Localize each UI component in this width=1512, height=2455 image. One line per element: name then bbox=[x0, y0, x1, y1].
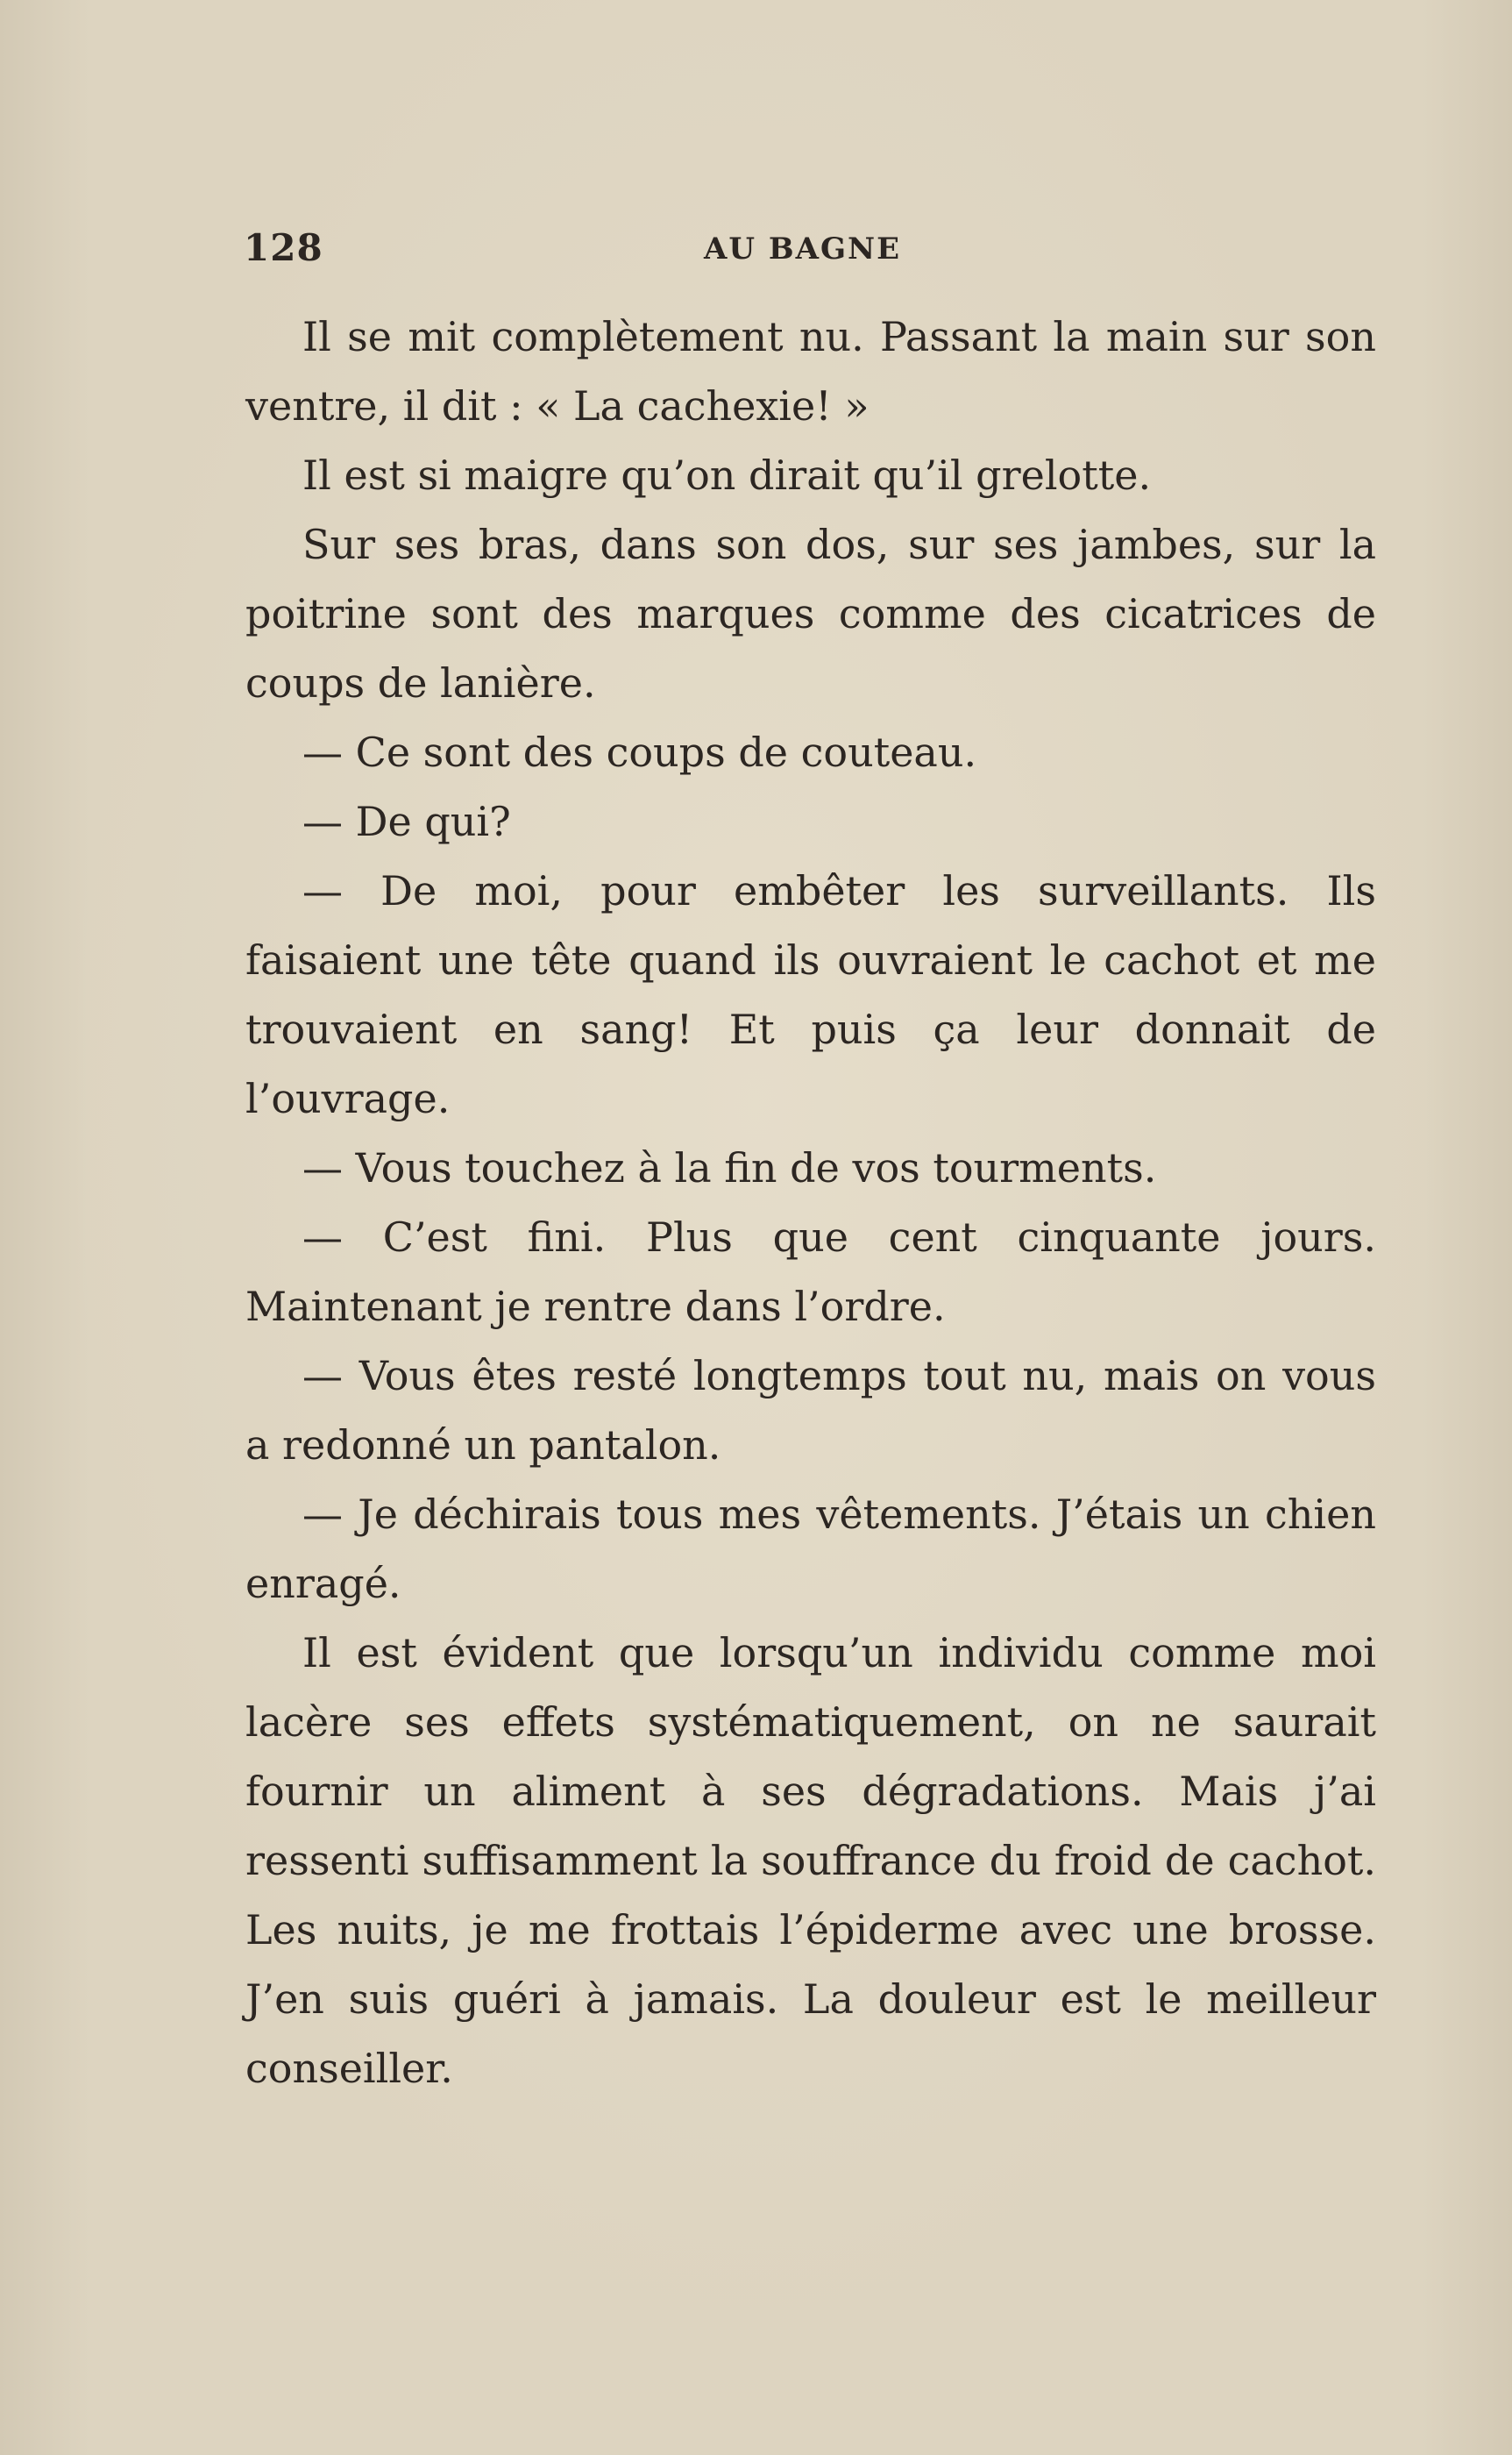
paragraph: Il se mit complètement nu. Passant la main sur son ventre, il dit : « La cachexie! » bbox=[245, 313, 1376, 430]
dialogue-line: — De moi, pour embêter les surveillants. Ils faisaient une tête quand ils ouvraient le cachot et me trouvaient en sang! Et puis ça leur donnait de l’ouvrage. bbox=[245, 867, 1376, 1122]
paragraph: Sur ses bras, dans son dos, sur ses jambes, sur la poitrine sont des marques comme des cicatrices de coups de lanière. bbox=[245, 521, 1376, 707]
dialogue-line: — Vous touchez à la fin de vos tourments. bbox=[302, 1144, 1157, 1192]
page-number: 128 bbox=[244, 226, 323, 269]
paragraph: Il est évident que lorsqu’un individu comme moi lacère ses effets systématiquement, on ne saurait fournir un aliment à ses dégradations. Mais j’ai ressenti suffisamment la souffrance du froid de cachot. Les nuits, je me frottais l’épiderme avec une brosse. J’en suis guéri à jamais. La douleur est le meilleur conseiller. bbox=[245, 1629, 1376, 2092]
paragraph: Il est si maigre qu’on dirait qu’il grelotte. bbox=[302, 452, 1152, 499]
dialogue-line: — Vous êtes resté longtemps tout nu, mais on vous a redonné un pantalon. bbox=[245, 1352, 1376, 1469]
running-title: AU BAGNE bbox=[704, 231, 902, 267]
dialogue-line: — Je déchirais tous mes vêtements. J’étais un chien enragé. bbox=[245, 1491, 1376, 1607]
dialogue-line: — C’est fini. Plus que cent cinquante jours. Maintenant je rentre dans l’ordre. bbox=[245, 1213, 1376, 1330]
dialogue-line: — Ce sont des coups de couteau. bbox=[302, 729, 977, 776]
dialogue-line: — De qui? bbox=[302, 798, 511, 845]
body-text bbox=[245, 302, 1376, 2103]
page-header bbox=[244, 226, 1383, 279]
